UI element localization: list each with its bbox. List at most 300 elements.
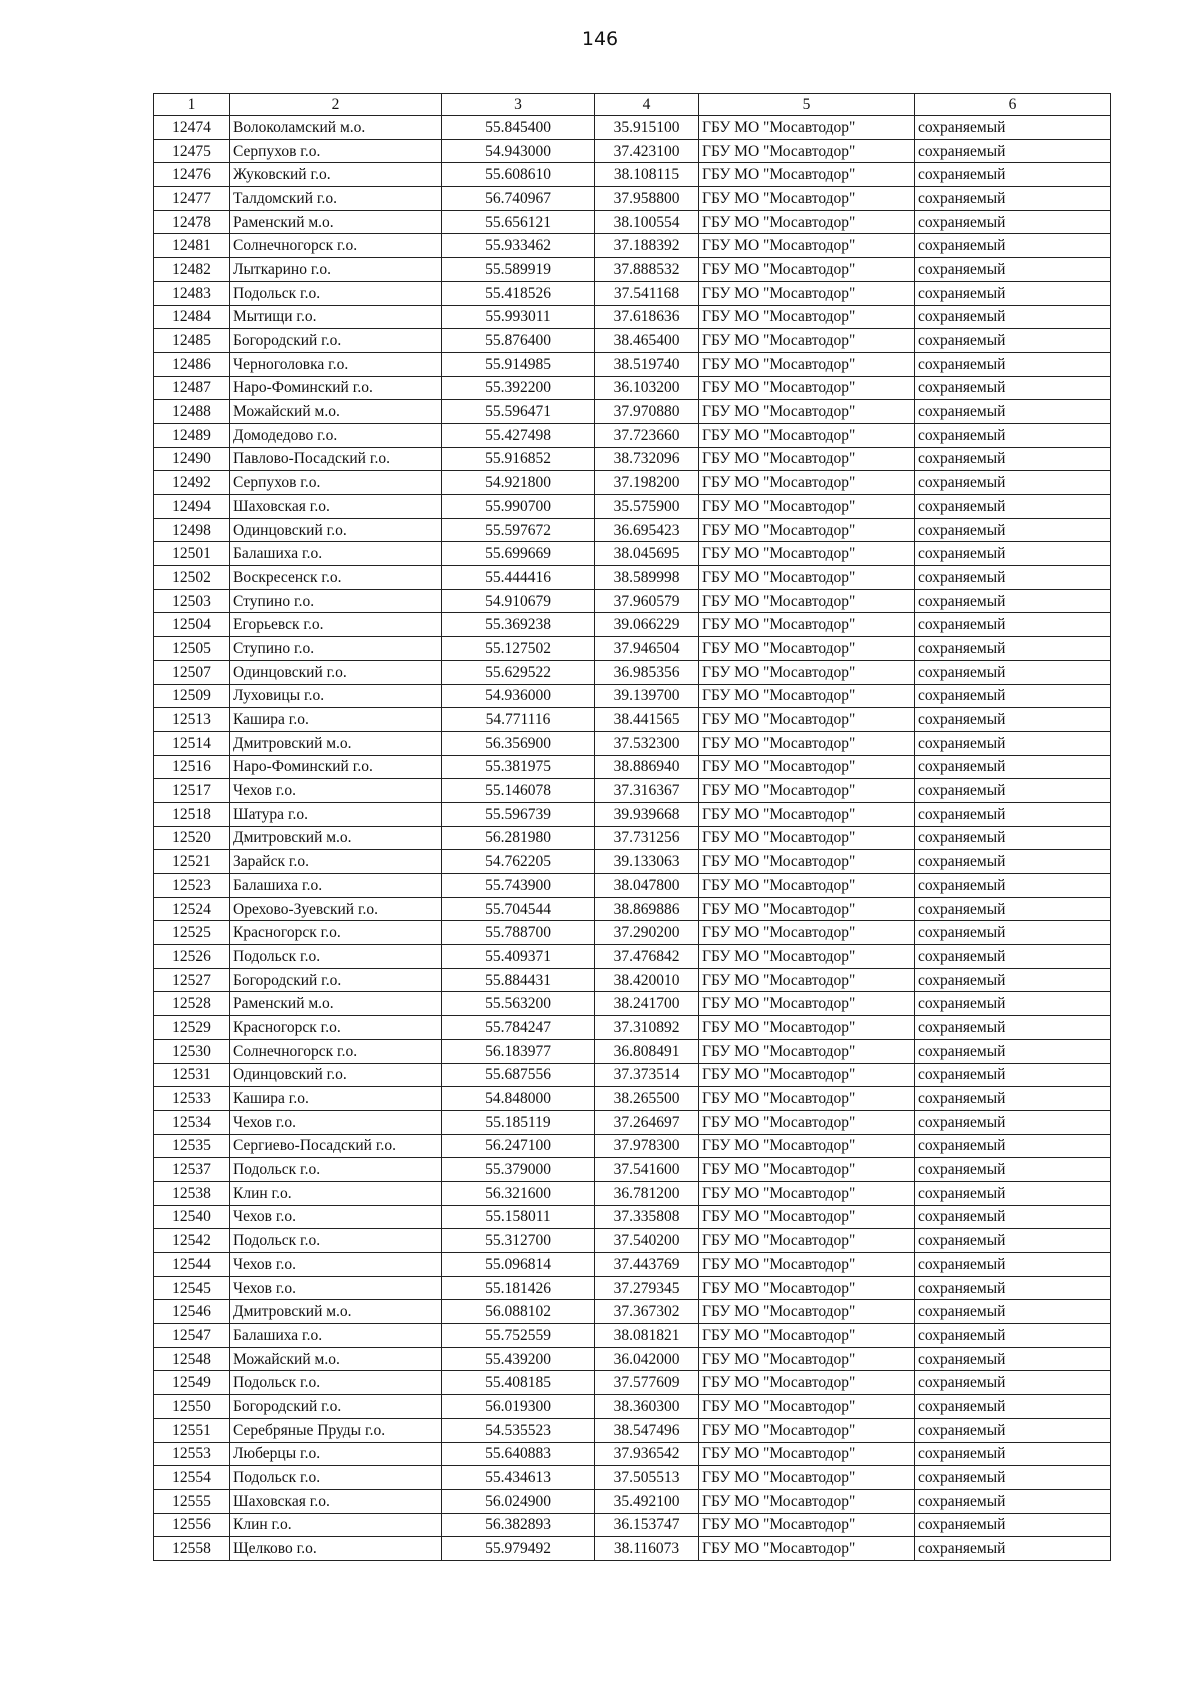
municipality-cell: Кашира г.о. [230,1087,442,1111]
status-cell: сохраняемый [915,1324,1111,1348]
municipality-cell: Солнечногорск г.о. [230,1039,442,1063]
latitude-cell: 55.444416 [442,566,595,590]
municipality-cell: Клин г.о. [230,1513,442,1537]
row-id-cell: 12549 [154,1371,230,1395]
latitude-cell: 56.356900 [442,731,595,755]
row-id-cell: 12550 [154,1395,230,1419]
owner-cell: ГБУ МО "Мосавтодор" [699,1324,915,1348]
table-row [154,1442,1111,1466]
row-id-cell: 12547 [154,1324,230,1348]
table-row [154,1324,1111,1348]
municipality-cell: Наро-Фоминский г.о. [230,755,442,779]
row-id-cell: 12475 [154,139,230,163]
owner-cell: ГБУ МО "Мосавтодор" [699,1513,915,1537]
table-row [154,1371,1111,1395]
longitude-cell: 38.108115 [595,163,699,187]
longitude-cell: 39.139700 [595,684,699,708]
column-header: 4 [595,94,699,116]
owner-cell: ГБУ МО "Мосавтодор" [699,518,915,542]
latitude-cell: 55.596739 [442,802,595,826]
owner-cell: ГБУ МО "Мосавтодор" [699,1418,915,1442]
row-id-cell: 12514 [154,731,230,755]
municipality-cell: Подольск г.о. [230,1466,442,1490]
owner-cell: ГБУ МО "Мосавтодор" [699,329,915,353]
owner-cell: ГБУ МО "Мосавтодор" [699,1181,915,1205]
longitude-cell: 38.116073 [595,1537,699,1561]
owner-cell: ГБУ МО "Мосавтодор" [699,613,915,637]
row-id-cell: 12535 [154,1134,230,1158]
municipality-cell: Дмитровский м.о. [230,826,442,850]
owner-cell: ГБУ МО "Мосавтодор" [699,731,915,755]
status-cell: сохраняемый [915,376,1111,400]
status-cell: сохраняемый [915,897,1111,921]
latitude-cell: 55.608610 [442,163,595,187]
status-cell: сохраняемый [915,281,1111,305]
latitude-cell: 55.704544 [442,897,595,921]
status-cell: сохраняемый [915,992,1111,1016]
latitude-cell: 54.535523 [442,1418,595,1442]
row-id-cell: 12505 [154,637,230,661]
status-cell: сохраняемый [915,329,1111,353]
table-row [154,1537,1111,1561]
longitude-cell: 37.335808 [595,1205,699,1229]
owner-cell: ГБУ МО "Мосавтодор" [699,1371,915,1395]
latitude-cell: 55.596471 [442,400,595,424]
latitude-cell: 55.439200 [442,1347,595,1371]
longitude-cell: 36.042000 [595,1347,699,1371]
owner-cell: ГБУ МО "Мосавтодор" [699,187,915,211]
table-row [154,495,1111,519]
table-row [154,1181,1111,1205]
status-cell: сохраняемый [915,1466,1111,1490]
owner-cell: ГБУ МО "Мосавтодор" [699,281,915,305]
owner-cell: ГБУ МО "Мосавтодор" [699,116,915,140]
status-cell: сохраняемый [915,518,1111,542]
longitude-cell: 37.618636 [595,305,699,329]
column-header: 5 [699,94,915,116]
status-cell: сохраняемый [915,779,1111,803]
owner-cell: ГБУ МО "Мосавтодор" [699,471,915,495]
latitude-cell: 55.699669 [442,542,595,566]
municipality-cell: Серпухов г.о. [230,139,442,163]
longitude-cell: 38.886940 [595,755,699,779]
row-id-cell: 12513 [154,708,230,732]
owner-cell: ГБУ МО "Мосавтодор" [699,1205,915,1229]
row-id-cell: 12544 [154,1253,230,1277]
row-id-cell: 12545 [154,1276,230,1300]
status-cell: сохраняемый [915,968,1111,992]
status-cell: сохраняемый [915,874,1111,898]
municipality-cell: Ступино г.о. [230,589,442,613]
latitude-cell: 55.409371 [442,945,595,969]
table-row [154,1489,1111,1513]
row-id-cell: 12481 [154,234,230,258]
row-id-cell: 12484 [154,305,230,329]
latitude-cell: 54.943000 [442,139,595,163]
longitude-cell: 39.066229 [595,613,699,637]
table-row [154,1134,1111,1158]
status-cell: сохраняемый [915,1134,1111,1158]
latitude-cell: 55.640883 [442,1442,595,1466]
longitude-cell: 37.960579 [595,589,699,613]
latitude-cell: 55.418526 [442,281,595,305]
owner-cell: ГБУ МО "Мосавтодор" [699,400,915,424]
row-id-cell: 12490 [154,447,230,471]
owner-cell: ГБУ МО "Мосавтодор" [699,589,915,613]
owner-cell: ГБУ МО "Мосавтодор" [699,1300,915,1324]
status-cell: сохраняемый [915,826,1111,850]
owner-cell: ГБУ МО "Мосавтодор" [699,1110,915,1134]
status-cell: сохраняемый [915,234,1111,258]
municipality-cell: Подольск г.о. [230,1371,442,1395]
table-row [154,518,1111,542]
municipality-cell: Одинцовский г.о. [230,1063,442,1087]
status-cell: сохраняемый [915,400,1111,424]
status-cell: сохраняемый [915,1087,1111,1111]
latitude-cell: 55.589919 [442,258,595,282]
table-row [154,755,1111,779]
row-id-cell: 12556 [154,1513,230,1537]
longitude-cell: 37.978300 [595,1134,699,1158]
table-row [154,921,1111,945]
column-header: 6 [915,94,1111,116]
municipality-cell: Балашиха г.о. [230,1324,442,1348]
table-row [154,1110,1111,1134]
longitude-cell: 37.532300 [595,731,699,755]
owner-cell: ГБУ МО "Мосавтодор" [699,1134,915,1158]
row-id-cell: 12538 [154,1181,230,1205]
longitude-cell: 37.423100 [595,139,699,163]
latitude-cell: 55.381975 [442,755,595,779]
latitude-cell: 56.247100 [442,1134,595,1158]
row-id-cell: 12542 [154,1229,230,1253]
column-header: 3 [442,94,595,116]
table-row [154,281,1111,305]
status-cell: сохраняемый [915,566,1111,590]
row-id-cell: 12531 [154,1063,230,1087]
owner-cell: ГБУ МО "Мосавтодор" [699,850,915,874]
table-row [154,187,1111,211]
status-cell: сохраняемый [915,1229,1111,1253]
status-cell: сохраняемый [915,637,1111,661]
municipality-cell: Серебряные Пруды г.о. [230,1418,442,1442]
status-cell: сохраняемый [915,1110,1111,1134]
table-row [154,566,1111,590]
municipality-cell: Дмитровский м.о. [230,731,442,755]
municipality-cell: Сергиево-Посадский г.о. [230,1134,442,1158]
table-row [154,613,1111,637]
latitude-cell: 54.771116 [442,708,595,732]
latitude-cell: 54.936000 [442,684,595,708]
table-row [154,400,1111,424]
table-row [154,637,1111,661]
municipality-cell: Чехов г.о. [230,1110,442,1134]
row-id-cell: 12530 [154,1039,230,1063]
longitude-cell: 37.476842 [595,945,699,969]
municipality-cell: Солнечногорск г.о. [230,234,442,258]
owner-cell: ГБУ МО "Мосавтодор" [699,660,915,684]
latitude-cell: 56.382893 [442,1513,595,1537]
owner-cell: ГБУ МО "Мосавтодор" [699,897,915,921]
longitude-cell: 37.541168 [595,281,699,305]
longitude-cell: 37.888532 [595,258,699,282]
longitude-cell: 37.731256 [595,826,699,850]
longitude-cell: 37.367302 [595,1300,699,1324]
status-cell: сохраняемый [915,755,1111,779]
row-id-cell: 12486 [154,352,230,376]
table-row [154,945,1111,969]
table-body [154,116,1111,1561]
row-id-cell: 12540 [154,1205,230,1229]
row-id-cell: 12548 [154,1347,230,1371]
longitude-cell: 38.360300 [595,1395,699,1419]
latitude-cell: 55.933462 [442,234,595,258]
latitude-cell: 56.321600 [442,1181,595,1205]
latitude-cell: 55.127502 [442,637,595,661]
row-id-cell: 12526 [154,945,230,969]
table-row [154,1395,1111,1419]
municipality-cell: Наро-Фоминский г.о. [230,376,442,400]
owner-cell: ГБУ МО "Мосавтодор" [699,423,915,447]
row-id-cell: 12483 [154,281,230,305]
status-cell: сохраняемый [915,1063,1111,1087]
row-id-cell: 12488 [154,400,230,424]
longitude-cell: 35.915100 [595,116,699,140]
table-row [154,1063,1111,1087]
municipality-cell: Шатура г.о. [230,802,442,826]
municipality-cell: Дмитровский м.о. [230,1300,442,1324]
longitude-cell: 37.577609 [595,1371,699,1395]
longitude-cell: 38.265500 [595,1087,699,1111]
row-id-cell: 12516 [154,755,230,779]
longitude-cell: 35.575900 [595,495,699,519]
municipality-cell: Клин г.о. [230,1181,442,1205]
row-id-cell: 12533 [154,1087,230,1111]
status-cell: сохраняемый [915,1039,1111,1063]
status-cell: сохраняемый [915,1016,1111,1040]
row-id-cell: 12534 [154,1110,230,1134]
municipality-cell: Богородский г.о. [230,1395,442,1419]
row-id-cell: 12551 [154,1418,230,1442]
row-id-cell: 12489 [154,423,230,447]
owner-cell: ГБУ МО "Мосавтодор" [699,352,915,376]
municipality-cell: Можайский м.о. [230,1347,442,1371]
status-cell: сохраняемый [915,613,1111,637]
longitude-cell: 38.519740 [595,352,699,376]
owner-cell: ГБУ МО "Мосавтодор" [699,1537,915,1561]
status-cell: сохраняемый [915,684,1111,708]
municipality-cell: Красногорск г.о. [230,921,442,945]
longitude-cell: 37.936542 [595,1442,699,1466]
status-cell: сохраняемый [915,1300,1111,1324]
owner-cell: ГБУ МО "Мосавтодор" [699,779,915,803]
owner-cell: ГБУ МО "Мосавтодор" [699,1395,915,1419]
latitude-cell: 55.563200 [442,992,595,1016]
latitude-cell: 56.019300 [442,1395,595,1419]
table-row [154,731,1111,755]
status-cell: сохраняемый [915,305,1111,329]
table-row [154,1466,1111,1490]
table-row [154,850,1111,874]
municipality-cell: Подольск г.о. [230,1158,442,1182]
owner-cell: ГБУ МО "Мосавтодор" [699,708,915,732]
row-id-cell: 12554 [154,1466,230,1490]
row-id-cell: 12521 [154,850,230,874]
status-cell: сохраняемый [915,802,1111,826]
table-row [154,1016,1111,1040]
table-row [154,992,1111,1016]
owner-cell: ГБУ МО "Мосавтодор" [699,447,915,471]
table-row [154,1205,1111,1229]
longitude-cell: 36.103200 [595,376,699,400]
table-row [154,352,1111,376]
latitude-cell: 54.762205 [442,850,595,874]
row-id-cell: 12494 [154,495,230,519]
status-cell: сохраняемый [915,1513,1111,1537]
owner-cell: ГБУ МО "Мосавтодор" [699,376,915,400]
row-id-cell: 12558 [154,1537,230,1561]
table-row [154,1276,1111,1300]
municipality-cell: Орехово-Зуевский г.о. [230,897,442,921]
owner-cell: ГБУ МО "Мосавтодор" [699,968,915,992]
longitude-cell: 36.695423 [595,518,699,542]
table-row [154,1039,1111,1063]
owner-cell: ГБУ МО "Мосавтодор" [699,1276,915,1300]
longitude-cell: 37.541600 [595,1158,699,1182]
municipality-cell: Ступино г.о. [230,637,442,661]
table-row [154,234,1111,258]
longitude-cell: 37.310892 [595,1016,699,1040]
table-row [154,684,1111,708]
row-id-cell: 12524 [154,897,230,921]
municipality-cell: Раменский м.о. [230,210,442,234]
owner-cell: ГБУ МО "Мосавтодор" [699,684,915,708]
latitude-cell: 55.845400 [442,116,595,140]
owner-cell: ГБУ МО "Мосавтодор" [699,921,915,945]
municipality-cell: Шаховская г.о. [230,1489,442,1513]
longitude-cell: 36.985356 [595,660,699,684]
status-cell: сохраняемый [915,210,1111,234]
municipality-cell: Кашира г.о. [230,708,442,732]
row-id-cell: 12478 [154,210,230,234]
municipality-cell: Раменский м.о. [230,992,442,1016]
status-cell: сохраняемый [915,258,1111,282]
latitude-cell: 56.024900 [442,1489,595,1513]
page-number: 146 [581,28,619,50]
longitude-cell: 38.547496 [595,1418,699,1442]
municipality-cell: Люберцы г.о. [230,1442,442,1466]
table-row [154,897,1111,921]
owner-cell: ГБУ МО "Мосавтодор" [699,566,915,590]
longitude-cell: 37.290200 [595,921,699,945]
owner-cell: ГБУ МО "Мосавтодор" [699,1087,915,1111]
owner-cell: ГБУ МО "Мосавтодор" [699,1063,915,1087]
longitude-cell: 38.081821 [595,1324,699,1348]
latitude-cell: 55.743900 [442,874,595,898]
municipality-cell: Жуковский г.о. [230,163,442,187]
status-cell: сохраняемый [915,163,1111,187]
latitude-cell: 55.185119 [442,1110,595,1134]
table-row [154,589,1111,613]
latitude-cell: 56.740967 [442,187,595,211]
status-cell: сохраняемый [915,1442,1111,1466]
status-cell: сохраняемый [915,660,1111,684]
column-header: 2 [230,94,442,116]
latitude-cell: 55.312700 [442,1229,595,1253]
row-id-cell: 12482 [154,258,230,282]
municipality-cell: Щелково г.о. [230,1537,442,1561]
table-row [154,447,1111,471]
table-row [154,471,1111,495]
latitude-cell: 55.876400 [442,329,595,353]
municipality-cell: Серпухов г.о. [230,471,442,495]
table-row [154,660,1111,684]
status-cell: сохраняемый [915,447,1111,471]
longitude-cell: 39.133063 [595,850,699,874]
longitude-cell: 38.420010 [595,968,699,992]
longitude-cell: 37.188392 [595,234,699,258]
status-cell: сохраняемый [915,495,1111,519]
latitude-cell: 55.784247 [442,1016,595,1040]
row-id-cell: 12509 [154,684,230,708]
longitude-cell: 37.443769 [595,1253,699,1277]
longitude-cell: 37.958800 [595,187,699,211]
table-row [154,376,1111,400]
latitude-cell: 55.146078 [442,779,595,803]
table-row [154,826,1111,850]
latitude-cell: 55.916852 [442,447,595,471]
status-cell: сохраняемый [915,1205,1111,1229]
owner-cell: ГБУ МО "Мосавтодор" [699,234,915,258]
municipality-cell: Зарайск г.о. [230,850,442,874]
municipality-cell: Лыткарино г.о. [230,258,442,282]
latitude-cell: 55.656121 [442,210,595,234]
latitude-cell: 55.434613 [442,1466,595,1490]
municipality-cell: Павлово-Посадский г.о. [230,447,442,471]
latitude-cell: 56.088102 [442,1300,595,1324]
longitude-cell: 37.505513 [595,1466,699,1490]
table-row [154,1418,1111,1442]
owner-cell: ГБУ МО "Мосавтодор" [699,1253,915,1277]
longitude-cell: 37.946504 [595,637,699,661]
row-id-cell: 12503 [154,589,230,613]
longitude-cell: 37.540200 [595,1229,699,1253]
table-row [154,1087,1111,1111]
latitude-cell: 55.752559 [442,1324,595,1348]
table-row [154,874,1111,898]
owner-cell: ГБУ МО "Мосавтодор" [699,1347,915,1371]
table-row [154,305,1111,329]
status-cell: сохраняемый [915,1347,1111,1371]
owner-cell: ГБУ МО "Мосавтодор" [699,258,915,282]
row-id-cell: 12504 [154,613,230,637]
status-cell: сохраняемый [915,731,1111,755]
owner-cell: ГБУ МО "Мосавтодор" [699,945,915,969]
row-id-cell: 12546 [154,1300,230,1324]
latitude-cell: 54.921800 [442,471,595,495]
longitude-cell: 37.723660 [595,423,699,447]
status-cell: сохраняемый [915,589,1111,613]
longitude-cell: 37.198200 [595,471,699,495]
owner-cell: ГБУ МО "Мосавтодор" [699,992,915,1016]
owner-cell: ГБУ МО "Мосавтодор" [699,755,915,779]
table-row [154,779,1111,803]
latitude-cell: 55.629522 [442,660,595,684]
municipality-cell: Подольск г.о. [230,281,442,305]
longitude-cell: 38.869886 [595,897,699,921]
status-cell: сохраняемый [915,187,1111,211]
row-id-cell: 12498 [154,518,230,542]
